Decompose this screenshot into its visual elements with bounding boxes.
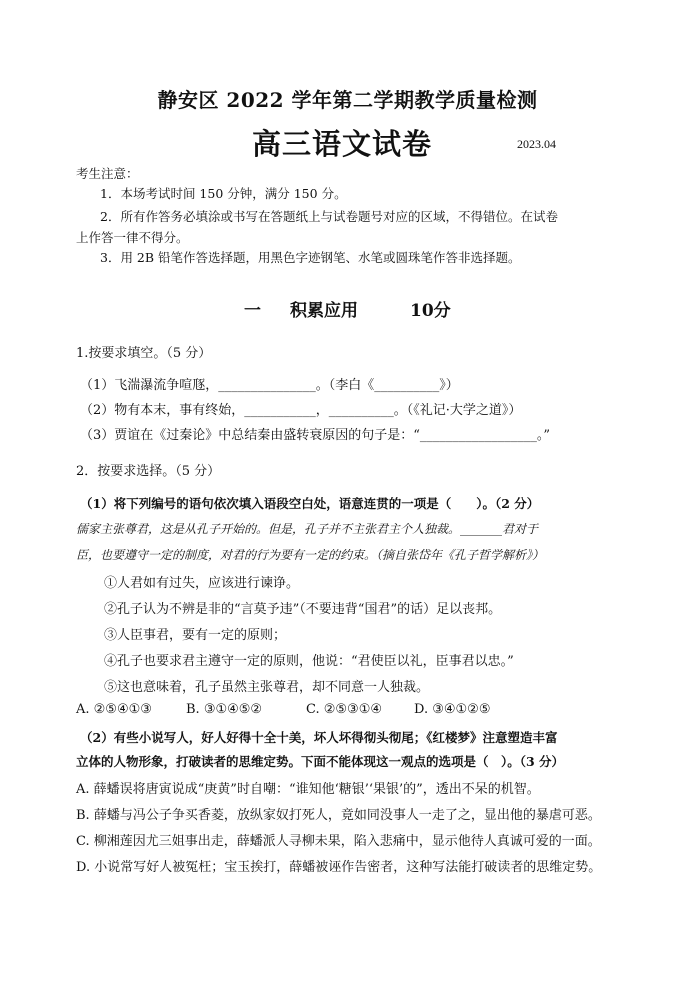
exam-title-line1: 静安区 2022 学年第二学期教学质量检测 [157,88,538,112]
q2-option-c: C. ②⑤③①④ [306,702,383,717]
notice-item-1: 1．本场考试时间 150 分钟，满分 150 分。 [100,186,347,201]
notice-item-2-cont: 上作答一律不得分。 [76,230,189,245]
exam-title-line2: 高三语文试卷 [252,127,433,161]
q2-sentence-2: ②孔子认为不辨是非的“言莫予违”（不要违背“国君”的话）足以丧邦。 [104,602,502,617]
q2-choice-b: B. 薛蟠与冯公子争买香菱，放纵家奴打死人，竟如同没事人一走了之，显出他的暴虐可恶。 [76,808,601,823]
q2-sentence-3: ③人臣事君，要有一定的原则； [104,628,287,643]
q2-sentence-1: ①人君如有过失，应该进行谏诤。 [104,576,300,591]
q2-sub1-prompt: （1）将下列编号的语句依次填入语段空白处，语意连贯的一项是（ ）。（2 分） [80,496,540,511]
q2-option-a: A. ②⑤④①③ [76,702,152,717]
q2-passage-line-1: 儒家主张尊君，这是从孔子开始的。但是，孔子并不主张君主个人独裁。_______君对于 [76,522,539,536]
exam-date: 2023.04 [517,137,556,151]
section-number: 一 [244,301,261,321]
section-name: 积累应用 [290,301,358,321]
q1-line-1: （1）飞湍瀑流争喧豗，_______________。（李白《__________》） [80,378,459,393]
q2-choice-c: C. 柳湘莲因尤三姐事出走，薛蟠派人寻柳未果，陷入悲痛中，显示他待人真诚可爱的一面。 [76,834,601,849]
q2-passage-line-2: 臣，也要遵守一定的制度，对君的行为要有一定的约束。（摘自张岱年《孔子哲学解析》） [76,548,545,562]
q2-option-d: D. ③④①②⑤ [414,702,491,717]
notice-item-2: 2．所有作答务必填涂或书写在答题纸上与试卷题号对应的区域，不得错位。在试卷 [100,209,558,224]
q2-sentence-4: ④孔子也要求君主遵守一定的原则，他说：“君使臣以礼，臣事君以忠。” [104,654,514,669]
q1-line-2: （2）物有本末，事有终始，___________，__________。（《礼记·大学之道》） [80,403,522,418]
q2-sub2-line-2: 立体的人物形象，打破读者的思维定势。下面不能体现这一观点的选项是（ ）。（3 分） [76,754,565,769]
q2-choice-d: D. 小说常写好人被冤枉；宝玉挨打，薛蟠被诬作告密者，这种写法能打破读者的思维定势。 [76,860,602,875]
q2-option-b: B. ③①④⑤② [186,702,263,717]
notice-heading: 考生注意： [76,166,139,181]
q2-sentence-5: ⑤这也意味着，孔子虽然主张尊君，却不同意一人独裁。 [104,680,430,695]
q1-heading: 1.按要求填空。（5 分） [76,346,212,361]
q1-line-3: （3）贾谊在《过秦论》中总结秦由盛转衰原因的句子是：“__________________。” [80,428,551,443]
notice-item-3: 3．用 2B 铅笔作答选择题，用黑色字迹钢笔、水笔或圆珠笔作答非选择题。 [100,250,521,265]
section-score: 10分 [410,301,451,321]
q2-sub2-line-1: （2）有些小说写人，好人好得十全十美，坏人坏得彻头彻尾；《红楼梦》注意塑造丰富 [80,730,558,745]
q2-heading: 2．按要求选择。（5 分） [76,464,221,479]
q2-choice-a: A. 薛蟠误将唐寅说成“庚黄”时自嘲：“谁知他‘糖银’‘果银’的”，透出不呆的机智。 [76,782,540,797]
